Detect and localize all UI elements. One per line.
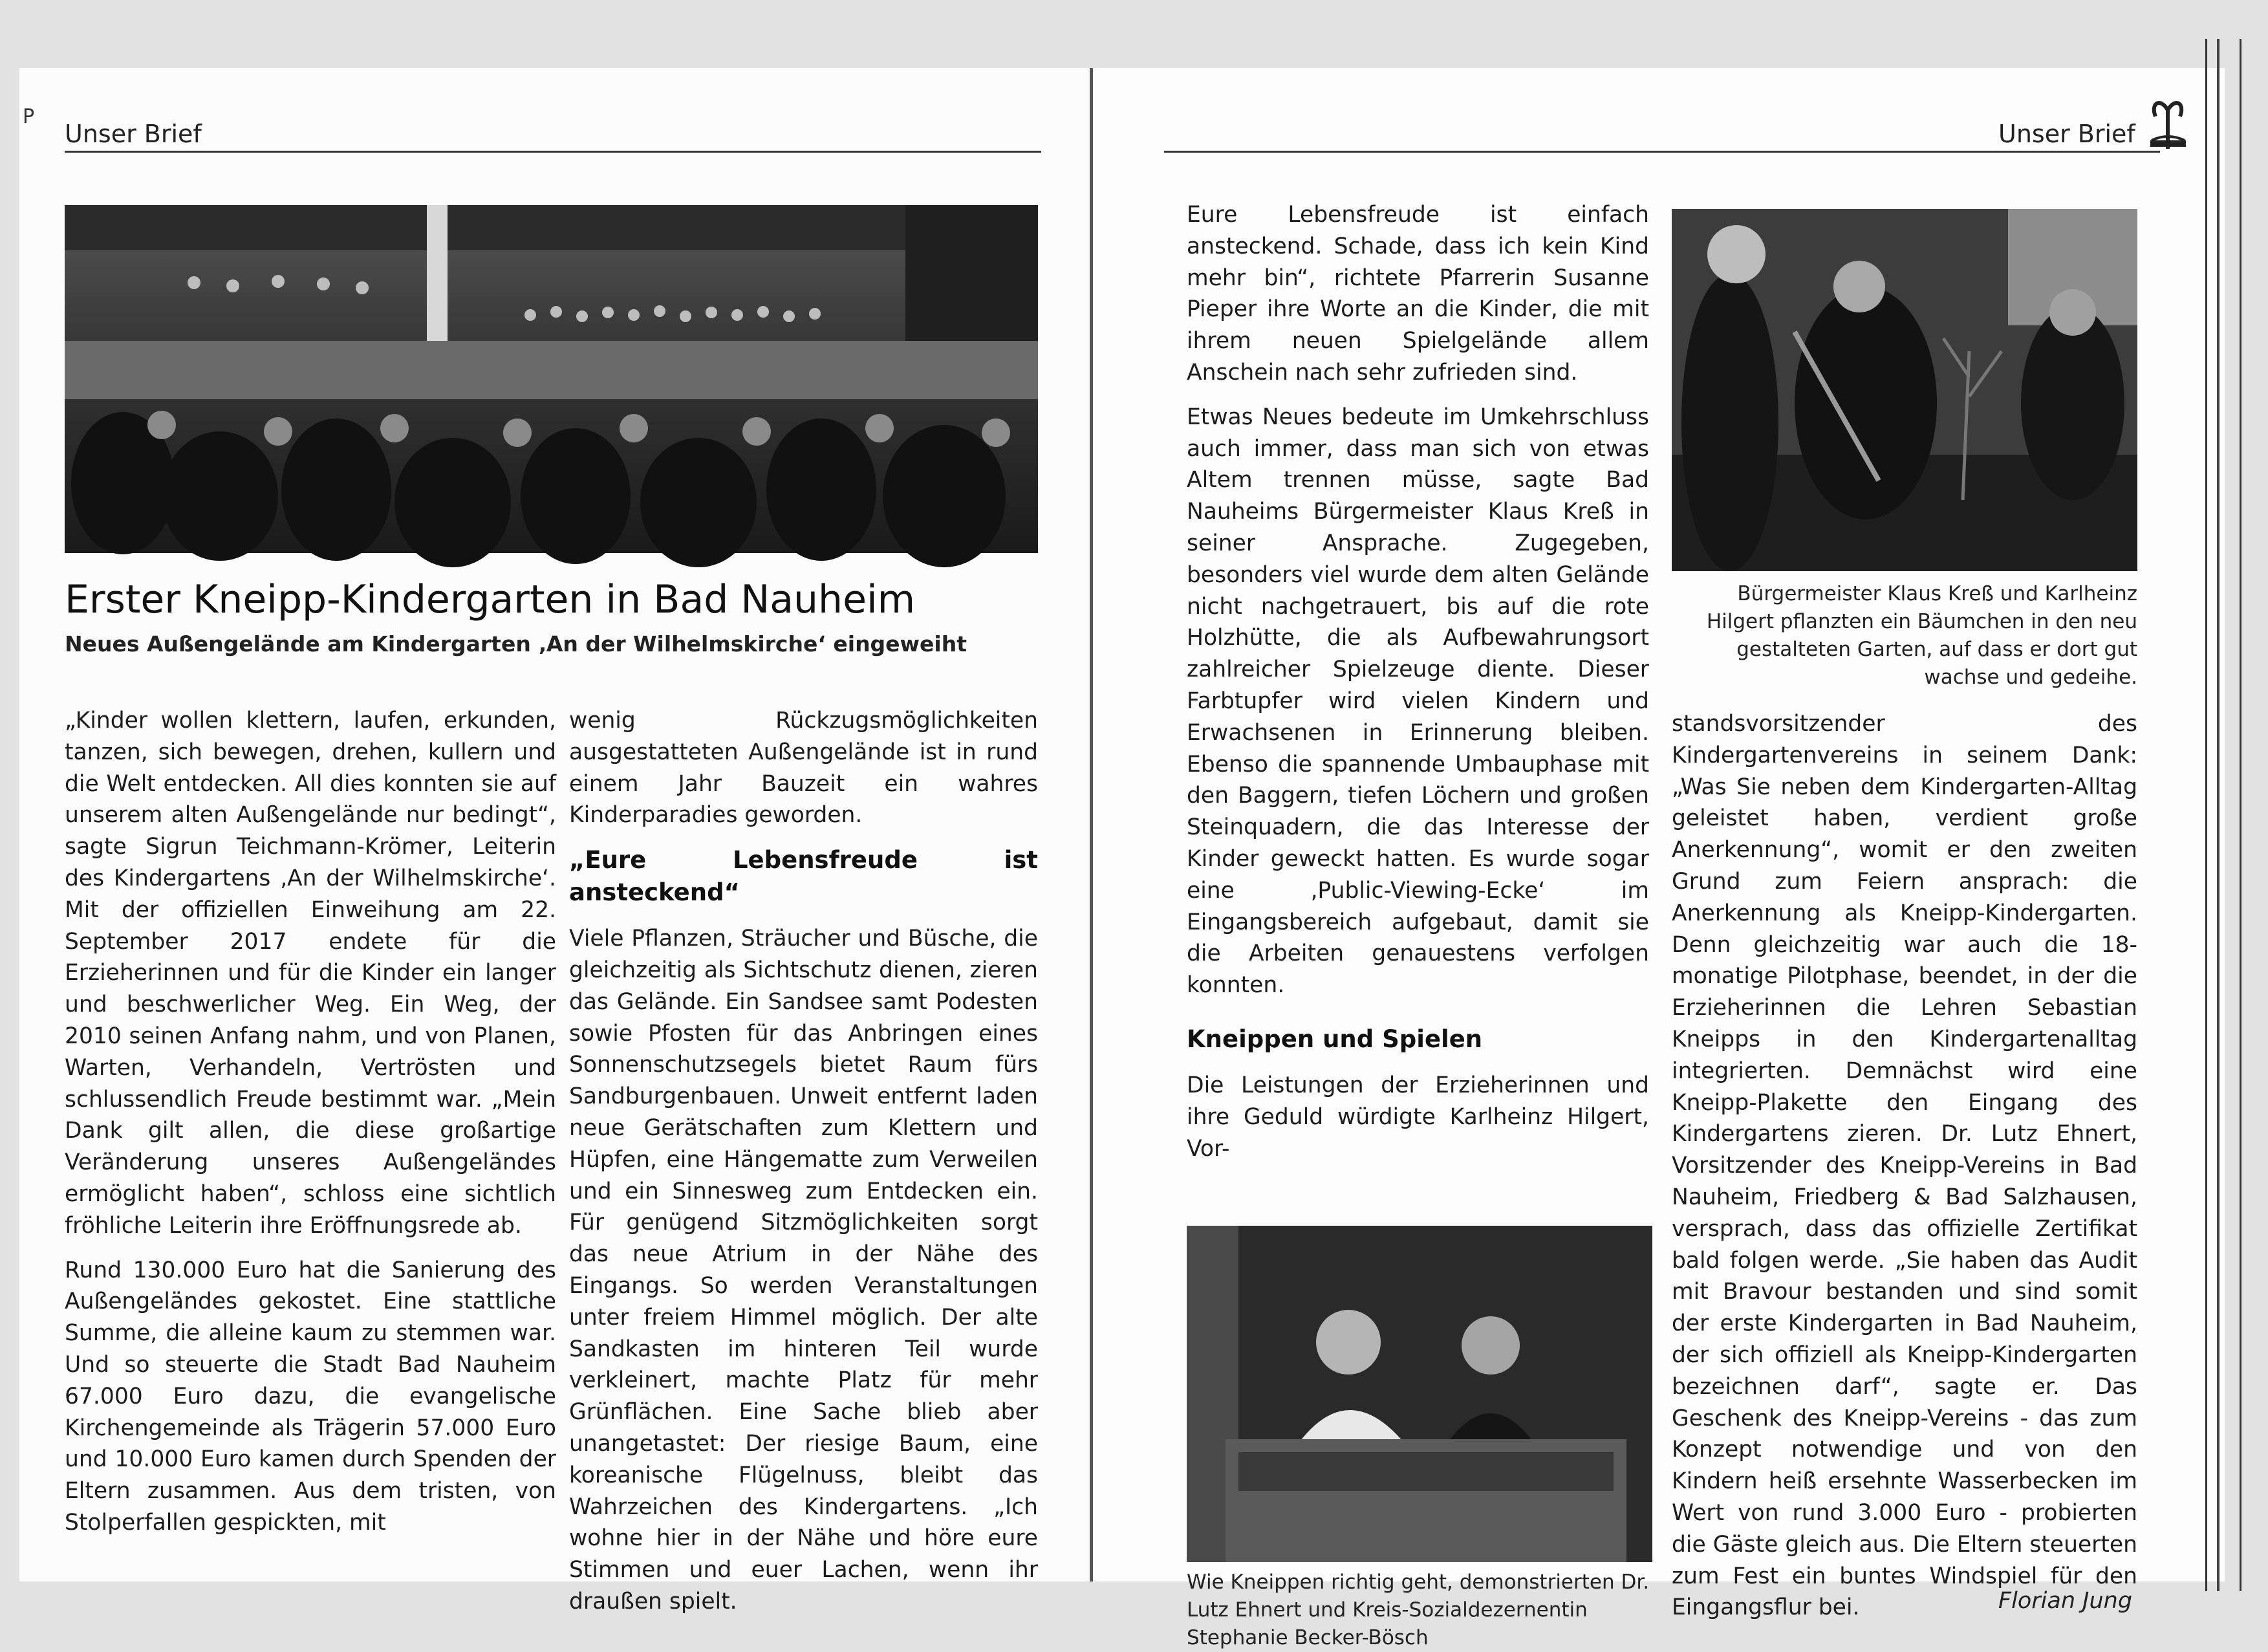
tree-planting-caption: Bürgermeister Klaus Kreß und Karlheinz Hilgert pflanzten ein Bäumchen in den neu gestalteten Garten, auf dass er dort gut wachse und gedeihe.	[1706, 582, 2137, 689]
right-header-rule	[1164, 151, 2160, 153]
article-subtitle: Neues Außengelände am Kindergarten ‚An der Wilhelmskirche‘ eingeweiht	[65, 631, 967, 657]
kneipp-basin-photo	[1187, 1226, 1652, 1562]
article-title: Erster Kneipp-Kindergarten in Bad Nauheim	[65, 577, 916, 622]
tree-planting-photo	[1672, 209, 2137, 571]
col3-paragraph-3: Die Leistungen der Erzieherinnen und ihre Geduld würdigte Karlheinz Hilgert, Vor-	[1187, 1072, 1649, 1162]
right-header-title: Unser Brief	[1998, 120, 2135, 148]
kneipp-basin-caption: Wie Kneippen richtig geht, demonstrierten Dr. Lutz Ehnert und Kreis-Sozialdezernentin Stephanie Becker-Bösch	[1187, 1570, 1650, 1649]
col3-paragraph-2: Etwas Neues bedeute im Umkehrschluss auch immer, dass man sich von etwas Altem trennen müsse, sagte Bad Nauheims Bürgermeister Klaus Kreß in seiner Ansprache. Zugegeben, besonders viel wurde dem alten Gelände nicht nachgetrauert, bis auf die rote Holzhütte, die als Aufbewahrungsort zahlreicher Spielzeuge diente. Dieser Farbtupfer wird vielen Kindern und Erwachsenen in Erinnerung bleiben. Ebenso die spannende Umbauphase mit den Baggern, tiefen Löchern und großen Steinquadern, die das Interesse der Kinder geweckt hatten. Es wurde sogar eine ‚Public-Viewing-Ecke‘ im Eingangsbereich aufgebaut, damit sie die Arbeiten genauestens verfolgen konnten.	[1187, 404, 1649, 999]
kneipp-fountain-logo-icon	[2144, 94, 2192, 152]
article-column-4	[1672, 708, 2137, 1636]
page-corner-mark: P	[23, 105, 35, 128]
magazine-spread	[19, 68, 2225, 1649]
col2-paragraph-2: Viele Pflanzen, Sträucher und Büsche, die gleichzeitig als Sichtschutz dienen, zieren das Gelände. Ein Sandsee samt Podesten sowie Pfosten für das Anbringen eines Sonnenschutzsegels bietet Raum fürs Sandburgenbauen. Unweit entfernt laden neue Gerätschaften zum Klettern und Hüpfen, eine Hängematte zum Verweilen und ein Sinnesweg zum Entdecken ein. Für genügend Sitzmöglichkeiten sorgt das neue Atrium in der Nähe des Eingangs. So werden Veranstaltungen unter freiem Himmel möglich. Der alte Sandkasten im hinteren Teil wurde verkleinert, machte Platz für mehr Grünflächen. Eine Sache blieb aber unangetastet: Der riesige Baum, eine koreanische Flügelnuss, bleibt das Wahrzeichen des Kindergartens. „Ich wohne hier in der Nähe und höre eure Stimmen und euer Lachen, wenn ihr draußen spielt.	[569, 926, 1038, 1614]
col3-subheading: Kneippen und Spielen	[1187, 1025, 1483, 1053]
col1-paragraph-2: Rund 130.000 Euro hat die Sanierung des Außengeländes gekostet. Eine stattliche Summe, die alleine kaum zu stemmen war. Und so steuerte die Stadt Bad Nauheim 67.000 Euro dazu, die evangelische Kirchengemeinde als Trägerin 57.000 Euro und 10.000 Euro kamen durch Spenden der Eltern zusammen. Aus dem tristen, von Stolperfallen gespickten, mit	[65, 1257, 556, 1536]
left-header-title: Unser Brief	[65, 120, 202, 148]
col4-paragraph-1: standsvorsitzender des Kindergartenvereins in seinem Dank: „Was Sie neben dem Kindergarten-Alltag geleistet haben, verdient große Anerkennung“, womit er den zweiten Grund zum Feiern ansprach: die Anerkennung als Kneipp-Kindergarten. Denn gleichzeitig war auch die 18-monatige Pilotphase, beendet, in der die Erzieherinnen die Lehren Sebastian Kneipps in den Kindergartenalltag integrierten. Demnächst wird eine Kneipp-Plakette den Eingang des Kindergartens zieren. Dr. Lutz Ehnert, Vorsitzender des Kneipp-Vereins in Bad Nauheim, Friedberg & Bad Salzhausen, versprach, dass das offizielle Zertifikat bald folgen werde. „Sie haben das Audit mit Bravour bestanden und sind somit der erste Kindergarten in Bad Nauheim, der sich offiziell als Kneipp-Kindergarten bezeichnen darf“, sagte er. Das Geschenk des Kneipp-Vereins - das zum Konzept notwendige und von den Kindern heiß ersehnte Wasserbecken im Wert von rund 3.000 Euro - probierten die Gäste gleich aus. Die Eltern steuerten zum Fest ein buntes Windspiel für den Eingangsflur bei.	[1672, 711, 2137, 1621]
celebration-photo	[65, 205, 1038, 553]
article-column-2	[569, 705, 1038, 1631]
right-page	[1093, 68, 2225, 1649]
author-signature: Florian Jung	[1998, 1588, 2133, 1614]
col2-subheading: „Eure Lebensfreude ist ansteckend“	[569, 846, 1038, 907]
col3-paragraph-1: Eure Lebensfreude ist einfach ansteckend. Schade, dass ich kein Kind mehr bin“, richtete Pfarrerin Susanne Pieper ihre Worte an die Kinder, die mit ihrem neuen Spielgelände allem Anschein nach sehr zufrieden sind.	[1187, 202, 1649, 386]
left-header-rule	[65, 151, 1041, 153]
binding-edge	[2205, 39, 2241, 1591]
col1-paragraph-1: „Kinder wollen klettern, laufen, erkunden, tanzen, sich bewegen, drehen, kullern und die Welt entdecken. All dies konnten sie auf unserem alten Außengelände nur bedingt“, sagte Sigrun Teichmann-Krömer, Leiterin des Kindergartens ‚An der Wilhelmskirche‘. Mit der offiziellen Einweihung am 22. September 2017 endete für die Erzieherinnen und für die Kinder ein langer und beschwerlicher Weg. Ein Weg, der 2010 seinen Anfang nahm, und von Planen, Warten, Verhandeln, Vertrösten und schlussendlich Freude bestimmt war. „Mein Dank gilt allen, die diese großartige Veränderung unseres Außengeländes ermöglicht haben“, schloss eine sichtlich fröhliche Leiterin ihre Eröffnungsrede ab.	[65, 708, 556, 1239]
article-column-3	[1187, 199, 1649, 1177]
left-page	[19, 68, 1090, 1614]
article-column-1	[65, 705, 556, 1552]
col2-paragraph-1: wenig Rückzugsmöglichkeiten ausgestatteten Außengelände ist in rund einem Jahr Bauzeit ein wahres Kinderparadies geworden.	[569, 708, 1038, 829]
